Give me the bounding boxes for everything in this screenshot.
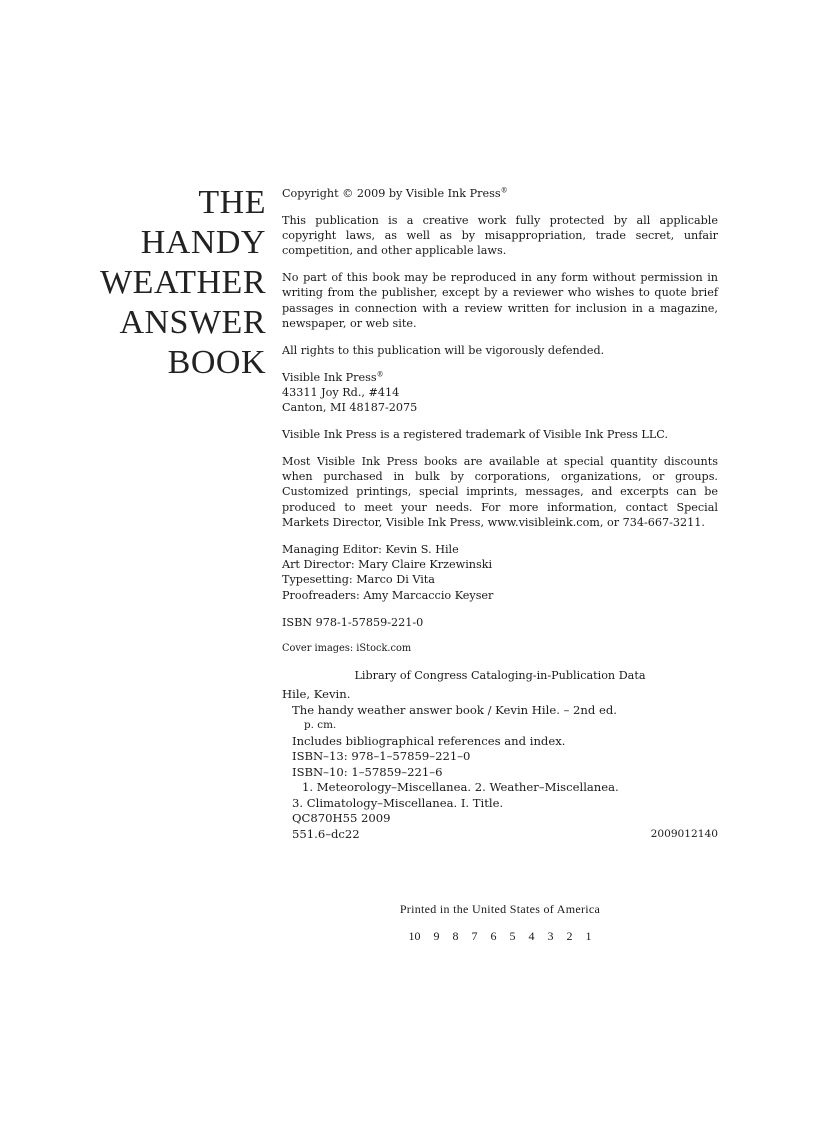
address-city: Canton, MI 48187-2075 <box>282 401 418 415</box>
cip-heading: Library of Congress Cataloging-in-Publication Data <box>354 669 646 683</box>
cip-pages: p. cm. <box>304 719 337 732</box>
credit-line: Managing Editor: Kevin S. Hile <box>282 542 459 556</box>
cip-author: Hile, Kevin. <box>282 687 351 702</box>
trademark-notice: Visible Ink Press is a registered trademark of Visible Ink Press LLC. <box>282 428 669 442</box>
title-line: ANSWER <box>119 304 266 341</box>
registered-mark: ® <box>500 186 508 195</box>
book-title <box>100 183 266 383</box>
cip-isbn13: ISBN–13: 978–1–57859–221–0 <box>292 749 471 764</box>
isbn: ISBN 978-1-57859-221-0 <box>282 615 424 629</box>
cip-isbn10: ISBN–10: 1–57859–221–6 <box>292 764 443 779</box>
cip-lccn: 2009012140 <box>650 827 718 840</box>
cip-call-number: QC870H55 2009 <box>292 811 391 826</box>
title-line: THE <box>198 184 266 221</box>
publisher-name: Visible Ink Press® <box>282 369 384 384</box>
discounts-paragraph: Most Visible Ink Press books are available at special quantity discounts when purchased in bulk by corporations, organizations, or groups. Customized printings, special imprints, messages, and excerpts can be produced to meet your needs. For more information, contact Special Markets Director, Visible Ink Press, www.visibleink.com, or 734-667-3211. <box>282 454 718 530</box>
cip-includes: Includes bibliographical references and index. <box>292 733 566 748</box>
defended-notice: All rights to this publication will be vigorously defended. <box>282 343 605 357</box>
credit-line: Art Director: Mary Claire Krzewinski <box>282 558 493 572</box>
title-line: WEATHER <box>100 264 266 301</box>
cip-last-row <box>282 827 718 843</box>
cip-dewey: 551.6–dc22 <box>292 826 360 841</box>
credits-list <box>282 542 718 603</box>
cip-subjects: 3. Climatology–Miscellanea. I. Title. <box>292 795 504 810</box>
publisher-address <box>282 370 718 416</box>
cip-subjects: 1. Meteorology–Miscellanea. 2. Weather–Miscellanea. <box>302 780 619 795</box>
printer-key: 10 9 8 7 6 5 4 3 2 1 <box>408 929 592 943</box>
cover-images-credit: Cover images: iStock.com <box>282 643 412 655</box>
copyright-line: Copyright © 2009 by Visible Ink Press® <box>282 186 508 200</box>
reproduction-paragraph: No part of this book may be reproduced in any form without permission in writing from the publisher, except by a reviewer who wishes to quote brief passages in connection with a review written for inclusion in a magazine, newspaper, or web site. <box>282 271 718 331</box>
cip-block <box>282 687 718 842</box>
printed-in: Printed in the United States of America <box>399 902 601 916</box>
registered-mark: ® <box>376 369 384 378</box>
title-line: BOOK <box>167 344 266 381</box>
rights-paragraph: This publication is a creative work fully protected by all applicable copyright laws, as well as by misappropriation, trade secret, unfair competition, and other applicable laws. <box>282 213 718 258</box>
copyright-column <box>282 186 718 842</box>
credit-line: Typesetting: Marco Di Vita <box>282 573 435 587</box>
cip-title: The handy weather answer book / Kevin Hile. – 2nd ed. <box>292 702 617 717</box>
address-street: 43311 Joy Rd., #414 <box>282 385 400 399</box>
title-line: HANDY <box>140 224 266 261</box>
credit-line: Proofreaders: Amy Marcaccio Keyser <box>282 588 494 602</box>
